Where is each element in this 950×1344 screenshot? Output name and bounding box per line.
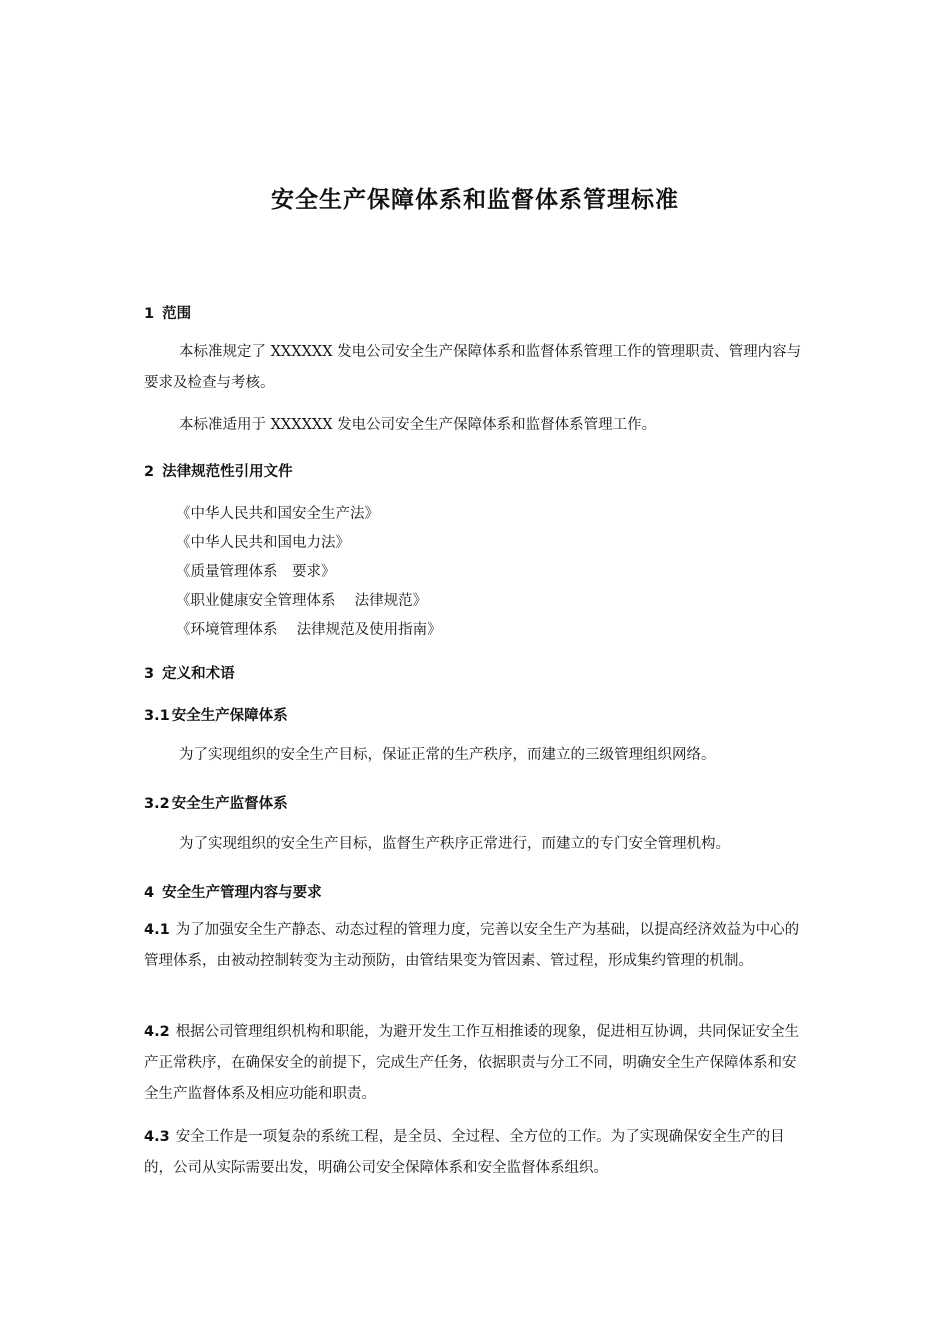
section-number: 3: [144, 666, 155, 682]
reference-item: 《职业健康安全管理体系 法律规范》: [176, 593, 428, 609]
subsection-title: 安全生产监督体系: [171, 796, 288, 812]
reference-item: 《环境管理体系 法律规范及使用指南》: [176, 622, 442, 638]
section-3-heading: [144, 662, 235, 683]
clause-number: 4.3: [144, 1129, 170, 1145]
reference-item: 《质量管理体系 要求》: [176, 564, 336, 580]
clause-number: 4.2: [144, 1024, 170, 1040]
section-1-paragraph-2: 本标准适用于 XXXXXX 发电公司安全生产保障体系和监督体系管理工作。: [179, 417, 657, 433]
clause-text: 为了加强安全生产静态、动态过程的管理力度，完善以安全生产为基础，以提高经济效益为中心的管理体系，由被动控制转变为主动预防，由管结果变为管因素、管过程，形成集约管理的机制。: [144, 922, 800, 969]
section-4-2-paragraph: [144, 1017, 809, 1110]
section-1-paragraph-1: 本标准规定了 XXXXXX 发电公司安全生产保障体系和监督体系管理工作的管理职责、管理内容与要求及检查与考核。: [144, 344, 802, 391]
section-number: 1: [144, 306, 155, 322]
section-3-2-heading: [144, 792, 288, 813]
section-3-2-text: 为了实现组织的安全生产目标，监督生产秩序正常进行，而建立的专门安全管理机构。: [179, 836, 730, 852]
section-number: 4: [144, 885, 155, 901]
clause-number: 4.1: [144, 922, 170, 938]
section-3-1-text: 为了实现组织的安全生产目标，保证正常的生产秩序，而建立的三级管理组织网络。: [179, 747, 716, 763]
section-title: 法律规范性引用文件: [162, 464, 293, 480]
clause-text: 根据公司管理组织机构和职能，为避开发生工作互相推诿的现象，促进相互协调，共同保证安全生产正常秩序，在确保安全的前提下，完成生产任务，依据职责与分工不同，明确安全生产保障体系和安全生产监督体系及相应功能和职责。: [144, 1024, 800, 1102]
clause-text: 安全工作是一项复杂的系统工程，是全员、全过程、全方位的工作。为了实现确保安全生产的目的，公司从实际需要出发，明确公司安全保障体系和安全监督体系组织。: [144, 1129, 785, 1176]
section-2-heading: [144, 460, 293, 481]
section-title: 定义和术语: [162, 666, 235, 682]
reference-item: 《中华人民共和国电力法》: [176, 535, 350, 551]
section-4-heading: [144, 881, 322, 902]
section-3-1-heading: [144, 704, 288, 725]
section-4-1-paragraph: [144, 915, 809, 977]
reference-list: [176, 500, 442, 645]
section-1-heading: [144, 302, 191, 323]
section-title: 范围: [162, 306, 192, 322]
section-4-3-paragraph: [144, 1122, 809, 1184]
section-title: 安全生产管理内容与要求: [162, 885, 322, 901]
subsection-number: 3.1: [144, 708, 170, 724]
subsection-title: 安全生产保障体系: [171, 708, 288, 724]
section-number: 2: [144, 464, 155, 480]
reference-item: 《中华人民共和国安全生产法》: [176, 506, 379, 522]
document-title: 安全生产保障体系和监督体系管理标准: [271, 187, 679, 213]
subsection-number: 3.2: [144, 796, 170, 812]
